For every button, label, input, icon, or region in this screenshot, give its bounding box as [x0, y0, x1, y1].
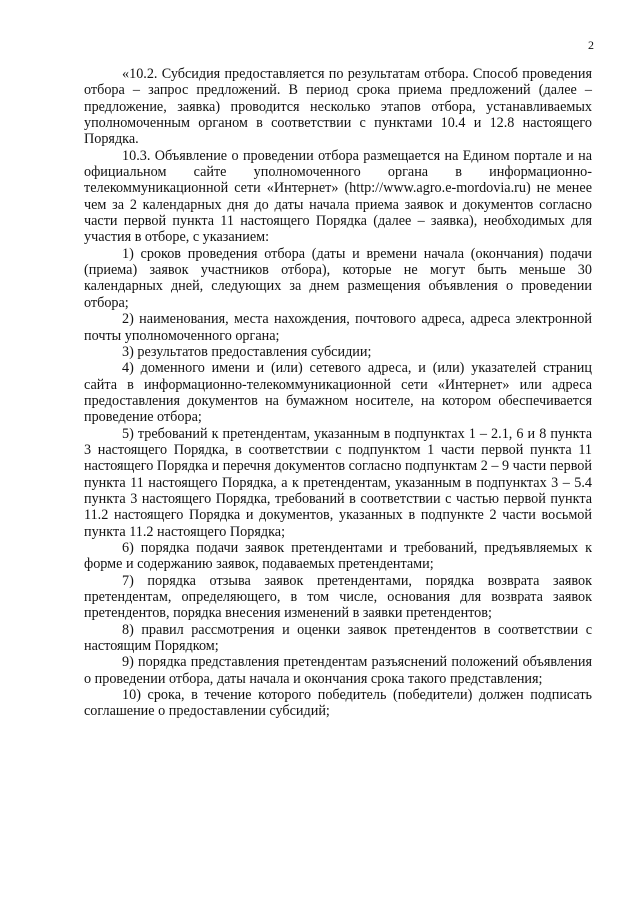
list-item-5: 5) требований к претендентам, указанным в подпунктах 1 – 2.1, 6 и 8 пункта 3 настоящего Порядка, в соответствии с подпунктом 1 части первой пункта 11 настоящего Порядка и перечня документов согласно подпунктам 2 – 9 части первой пункта 11 настоящего Порядка, а к претендентам, указанным в подпунктах 3 – 5.4 пункта 3 настоящего Порядка, требований в соответствии с частью первой пункта 11.2 настоящего Порядка и документов, указанных в подпункте 2 части восьмой пункта 11.2 настоящего Порядка;: [84, 425, 592, 540]
document-body: [84, 66, 592, 720]
page-number: 2: [588, 38, 594, 52]
list-item-4: 4) доменного имени и (или) сетевого адреса, и (или) указателей страниц сайта в информационно-телекоммуникационной сети «Интернет» или адреса предоставления документов на бумажном носителе, на котором обеспечивается проведение отбора;: [84, 360, 592, 426]
paragraph-10-3: 10.3. Объявление о проведении отбора размещается на Едином портале и на официальном сайте уполномоченного органа в информационно-телекоммуникационной сети «Интернет» (http://www.agro.e-mordovia.ru) не менее чем за 2 календарных дня до даты начала приема заявок и документов согласно части первой пункта 11 настоящего Порядка (далее – заявка), необходимых для участия в отборе, с указанием:: [84, 147, 592, 246]
list-item-8: 8) правил рассмотрения и оценки заявок претендентов в соответствии с настоящим Порядком;: [84, 621, 592, 655]
list-item-7: 7) порядка отзыва заявок претендентами, порядка возврата заявок претендентам, определяющего, в том числе, основания для возврата заявок претендентов, порядка внесения изменений в заявки претендентов;: [84, 572, 592, 622]
paragraph-10-2: «10.2. Субсидия предоставляется по результатам отбора. Способ проведения отбора – запрос предложений. В период срока приема предложений (далее – предложение, заявка) проводится несколько этапов отбора, устанавливаемых уполномоченным органом в соответствии с пунктами 10.4 и 12.8 настоящего Порядка.: [84, 66, 592, 148]
list-item-1: 1) сроков проведения отбора (даты и времени начала (окончания) подачи (приема) заявок участников отбора), которые не могут быть меньше 30 календарных дней, следующих за днем размещения объявления о проведении отбора;: [84, 245, 592, 311]
list-item-10: 10) срока, в течение которого победитель (победители) должен подписать соглашение о предоставлении субсидий;: [84, 687, 592, 720]
list-item-6: 6) порядка подачи заявок претендентами и требований, предъявляемых к форме и содержанию заявок, подаваемых претендентами;: [84, 539, 592, 573]
list-item-9: 9) порядка представления претендентам разъяснений положений объявления о проведении отбора, даты начала и окончания срока такого представления;: [84, 654, 592, 687]
list-item-3: 3) результатов предоставления субсидии;: [122, 343, 372, 360]
list-item-2: 2) наименования, места нахождения, почтового адреса, адреса электронной почты уполномоченного органа;: [84, 311, 592, 344]
